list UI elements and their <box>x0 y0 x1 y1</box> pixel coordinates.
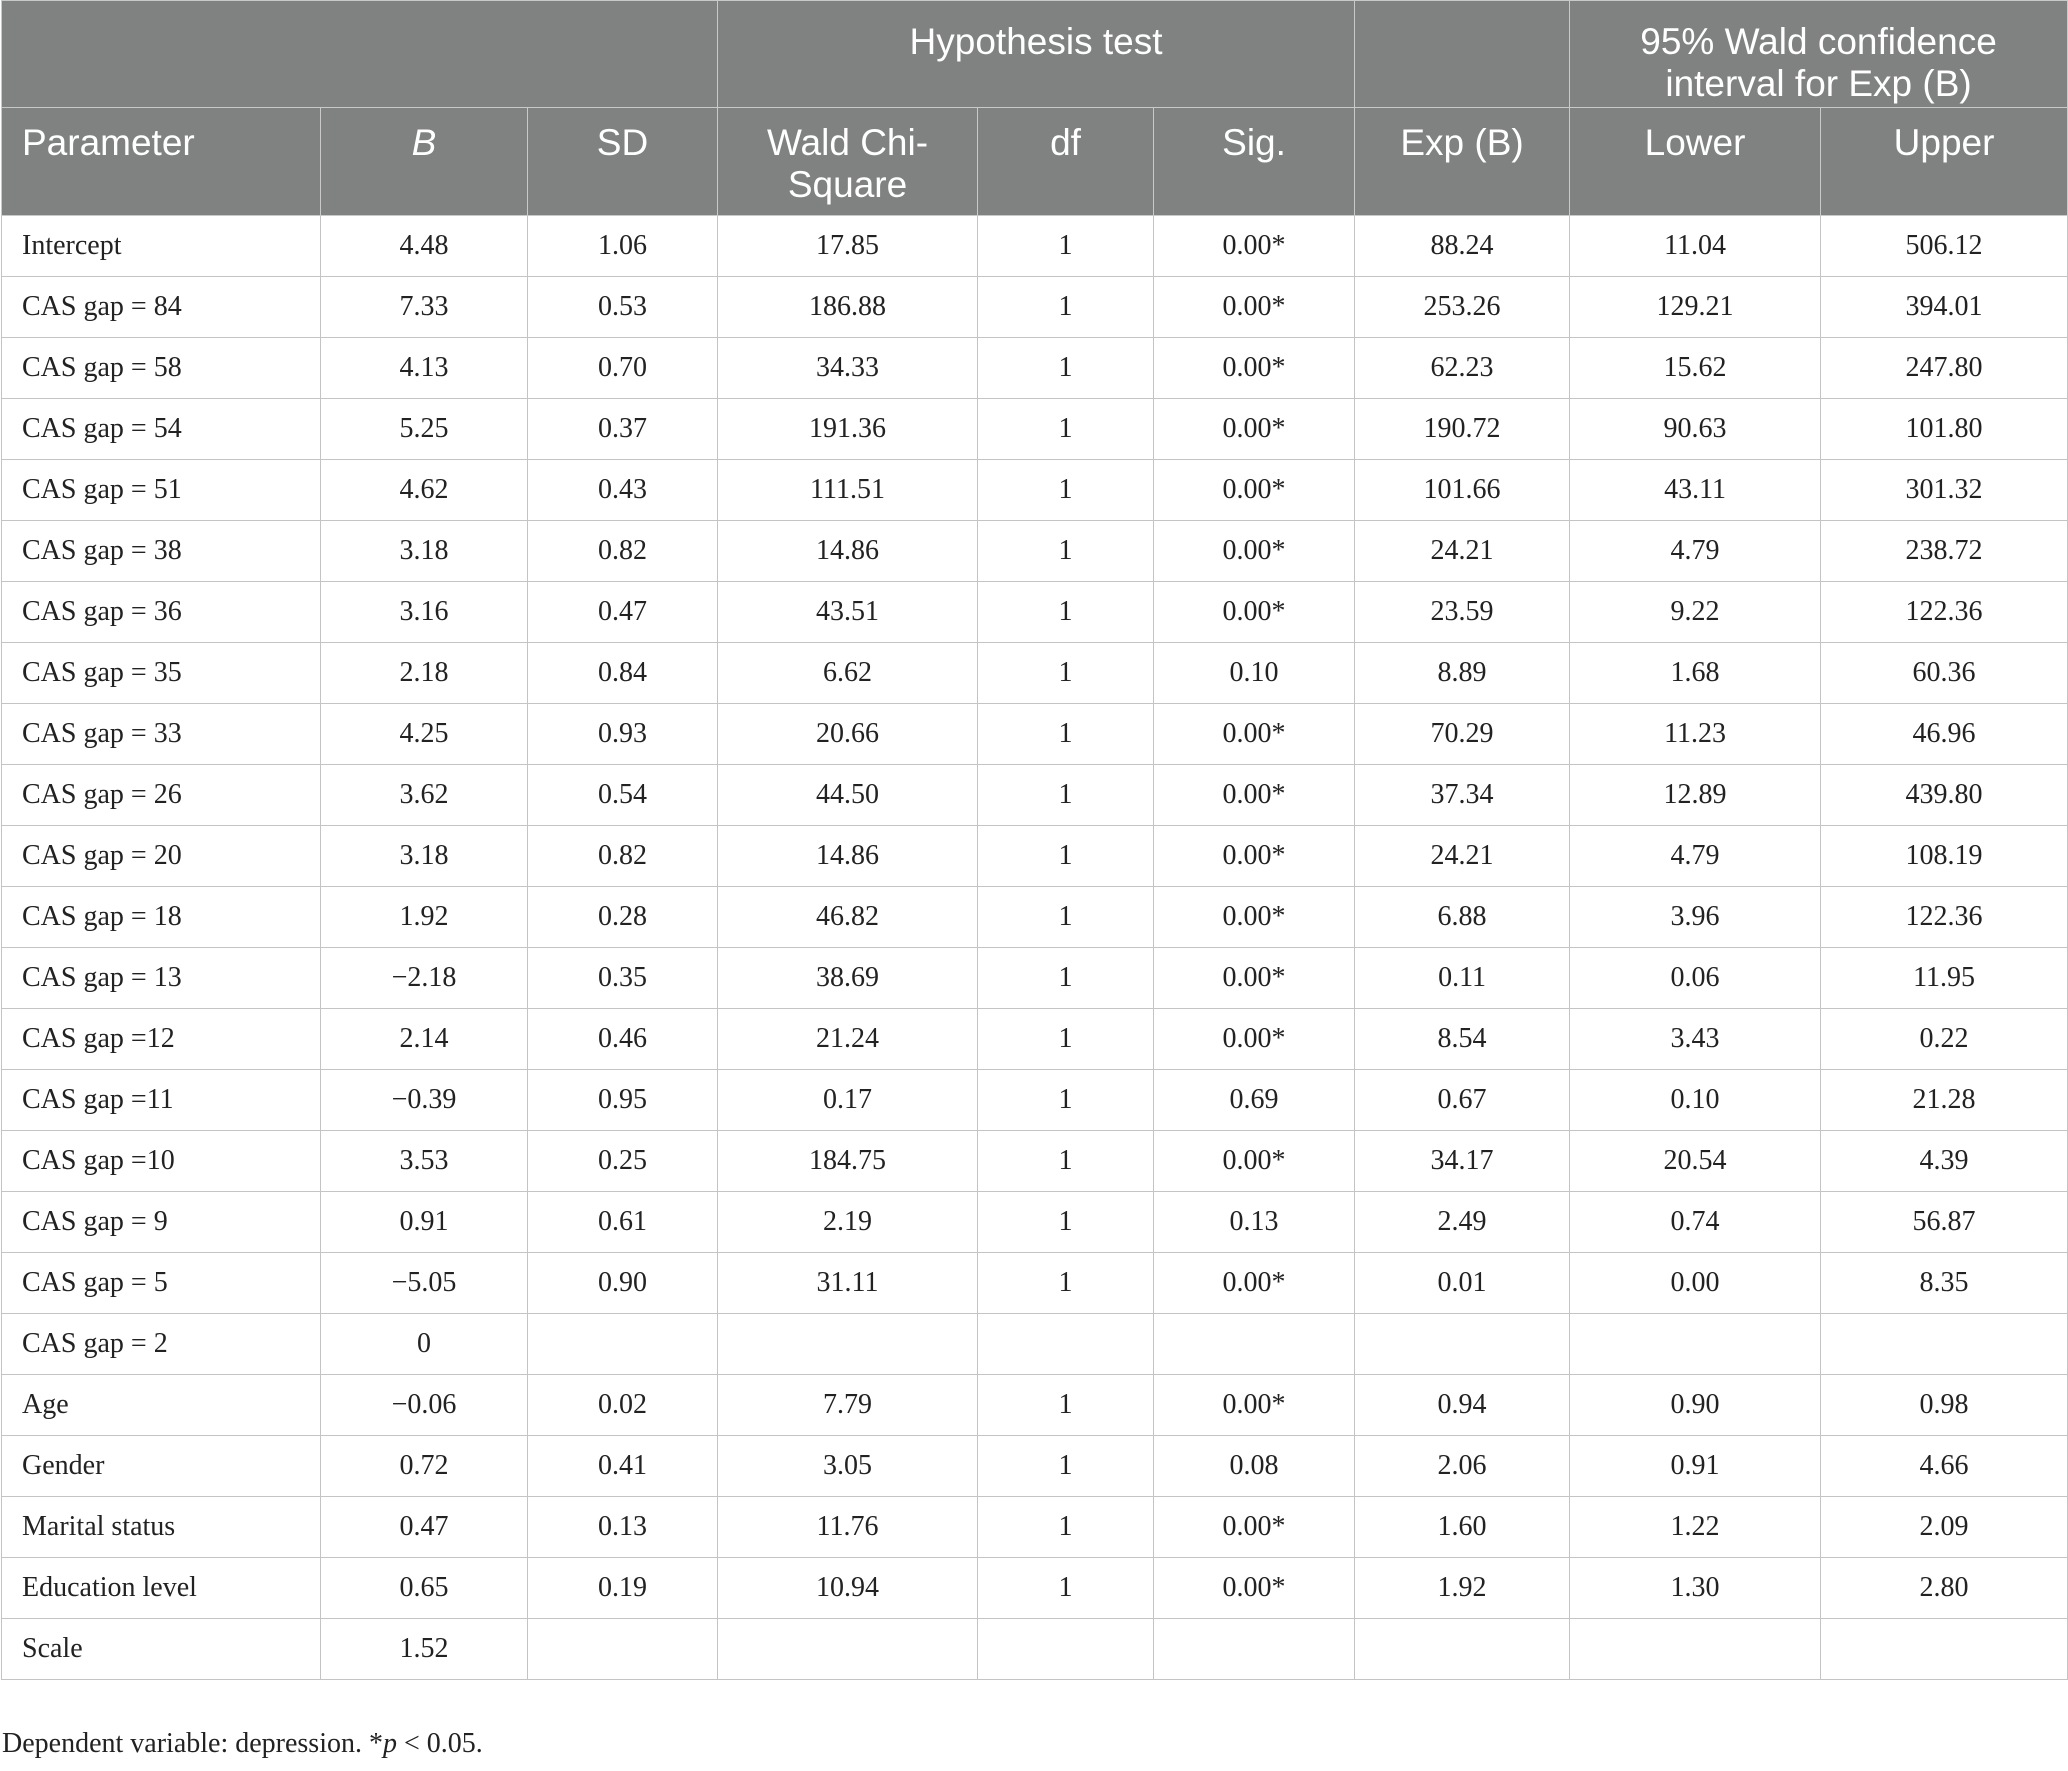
cell-df: 1 <box>978 1558 1154 1619</box>
cell-parameter: CAS gap = 20 <box>2 826 321 887</box>
cell-exp-b: 0.11 <box>1355 948 1570 1009</box>
cell-b: 0 <box>321 1314 528 1375</box>
cell-lower: 43.11 <box>1570 460 1821 521</box>
cell-sd <box>528 1314 718 1375</box>
cell-lower <box>1570 1619 1821 1680</box>
cell-sd: 0.70 <box>528 338 718 399</box>
cell-parameter: Marital status <box>2 1497 321 1558</box>
cell-df: 1 <box>978 1375 1154 1436</box>
cell-parameter: CAS gap = 36 <box>2 582 321 643</box>
cell-sig: 0.00* <box>1154 1009 1355 1070</box>
cell-parameter: CAS gap = 18 <box>2 887 321 948</box>
cell-exp-b: 2.06 <box>1355 1436 1570 1497</box>
cell-sig: 0.69 <box>1154 1070 1355 1131</box>
cell-sig: 0.00* <box>1154 582 1355 643</box>
cell-sig: 0.13 <box>1154 1192 1355 1253</box>
table-row <box>2 1192 2068 1253</box>
cell-wald-chi-square: 20.66 <box>718 704 978 765</box>
cell-sd: 0.43 <box>528 460 718 521</box>
cell-df <box>978 1314 1154 1375</box>
cell-exp-b: 70.29 <box>1355 704 1570 765</box>
cell-upper: 101.80 <box>1821 399 2068 460</box>
cell-b: 4.62 <box>321 460 528 521</box>
cell-df: 1 <box>978 1436 1154 1497</box>
cell-exp-b: 37.34 <box>1355 765 1570 826</box>
cell-wald-chi-square <box>718 1619 978 1680</box>
cell-sig <box>1154 1619 1355 1680</box>
cell-sd: 0.28 <box>528 887 718 948</box>
cell-exp-b: 8.54 <box>1355 1009 1570 1070</box>
cell-sd: 0.19 <box>528 1558 718 1619</box>
cell-df: 1 <box>978 338 1154 399</box>
table-footnote <box>2 1728 483 1760</box>
cell-df: 1 <box>978 704 1154 765</box>
cell-b: −5.05 <box>321 1253 528 1314</box>
cell-lower <box>1570 1314 1821 1375</box>
cell-parameter: Scale <box>2 1619 321 1680</box>
cell-b: 4.13 <box>321 338 528 399</box>
cell-sig: 0.10 <box>1154 643 1355 704</box>
table-row <box>2 826 2068 887</box>
cell-upper: 8.35 <box>1821 1253 2068 1314</box>
table-row <box>2 582 2068 643</box>
col-header-b: B <box>321 108 528 216</box>
cell-sd: 0.53 <box>528 277 718 338</box>
cell-wald-chi-square: 7.79 <box>718 1375 978 1436</box>
cell-wald-chi-square: 14.86 <box>718 521 978 582</box>
cell-sd: 0.47 <box>528 582 718 643</box>
cell-parameter: CAS gap =10 <box>2 1131 321 1192</box>
table-row <box>2 1497 2068 1558</box>
cell-upper: 60.36 <box>1821 643 2068 704</box>
cell-b: 0.91 <box>321 1192 528 1253</box>
cell-wald-chi-square: 186.88 <box>718 277 978 338</box>
table-row <box>2 1009 2068 1070</box>
regression-table <box>1 0 2068 1680</box>
cell-exp-b: 0.01 <box>1355 1253 1570 1314</box>
cell-sd: 0.82 <box>528 826 718 887</box>
cell-b: 3.16 <box>321 582 528 643</box>
col-header-parameter: Parameter <box>2 108 321 216</box>
cell-exp-b: 88.24 <box>1355 216 1570 277</box>
cell-wald-chi-square <box>718 1314 978 1375</box>
cell-upper: 2.80 <box>1821 1558 2068 1619</box>
cell-upper: 394.01 <box>1821 277 2068 338</box>
table-row <box>2 338 2068 399</box>
cell-sig: 0.00* <box>1154 338 1355 399</box>
cell-wald-chi-square: 191.36 <box>718 399 978 460</box>
cell-upper: 4.66 <box>1821 1436 2068 1497</box>
cell-lower: 11.23 <box>1570 704 1821 765</box>
cell-lower: 12.89 <box>1570 765 1821 826</box>
cell-exp-b: 101.66 <box>1355 460 1570 521</box>
cell-parameter: CAS gap = 26 <box>2 765 321 826</box>
col-header-lower: Lower <box>1570 108 1821 216</box>
cell-sd: 0.93 <box>528 704 718 765</box>
cell-upper: 56.87 <box>1821 1192 2068 1253</box>
cell-b: 0.47 <box>321 1497 528 1558</box>
cell-parameter: CAS gap = 84 <box>2 277 321 338</box>
col-header-df: df <box>978 108 1154 216</box>
cell-upper: 247.80 <box>1821 338 2068 399</box>
cell-upper: 122.36 <box>1821 887 2068 948</box>
cell-wald-chi-square: 38.69 <box>718 948 978 1009</box>
cell-upper: 506.12 <box>1821 216 2068 277</box>
table-row <box>2 1314 2068 1375</box>
cell-sig: 0.00* <box>1154 216 1355 277</box>
cell-lower: 11.04 <box>1570 216 1821 277</box>
cell-sig: 0.00* <box>1154 704 1355 765</box>
cell-sd: 0.90 <box>528 1253 718 1314</box>
cell-b: 4.48 <box>321 216 528 277</box>
cell-b: 4.25 <box>321 704 528 765</box>
group-header-blank-exp <box>1355 1 1570 108</box>
cell-exp-b: 1.92 <box>1355 1558 1570 1619</box>
cell-wald-chi-square: 0.17 <box>718 1070 978 1131</box>
cell-exp-b: 1.60 <box>1355 1497 1570 1558</box>
cell-sd: 0.02 <box>528 1375 718 1436</box>
cell-sig <box>1154 1314 1355 1375</box>
cell-wald-chi-square: 11.76 <box>718 1497 978 1558</box>
cell-upper: 108.19 <box>1821 826 2068 887</box>
cell-exp-b <box>1355 1314 1570 1375</box>
col-header-sig: Sig. <box>1154 108 1355 216</box>
cell-upper: 301.32 <box>1821 460 2068 521</box>
cell-df: 1 <box>978 1070 1154 1131</box>
cell-df: 1 <box>978 1009 1154 1070</box>
table-row <box>2 1131 2068 1192</box>
cell-parameter: CAS gap = 5 <box>2 1253 321 1314</box>
cell-parameter: CAS gap = 35 <box>2 643 321 704</box>
cell-df: 1 <box>978 277 1154 338</box>
cell-exp-b: 34.17 <box>1355 1131 1570 1192</box>
col-header-sd: SD <box>528 108 718 216</box>
cell-df: 1 <box>978 460 1154 521</box>
footnote-p-symbol: p <box>382 1728 397 1759</box>
table-row <box>2 1436 2068 1497</box>
cell-sig: 0.00* <box>1154 460 1355 521</box>
cell-exp-b: 0.67 <box>1355 1070 1570 1131</box>
table-row <box>2 1619 2068 1680</box>
cell-parameter: CAS gap = 2 <box>2 1314 321 1375</box>
cell-sd: 0.61 <box>528 1192 718 1253</box>
cell-parameter: CAS gap = 13 <box>2 948 321 1009</box>
cell-exp-b: 23.59 <box>1355 582 1570 643</box>
table-row <box>2 948 2068 1009</box>
cell-df: 1 <box>978 643 1154 704</box>
cell-df: 1 <box>978 582 1154 643</box>
cell-wald-chi-square: 43.51 <box>718 582 978 643</box>
cell-b: 2.18 <box>321 643 528 704</box>
cell-lower: 129.21 <box>1570 277 1821 338</box>
cell-b: 3.53 <box>321 1131 528 1192</box>
cell-upper: 46.96 <box>1821 704 2068 765</box>
table-row <box>2 521 2068 582</box>
cell-df: 1 <box>978 216 1154 277</box>
table-row <box>2 643 2068 704</box>
table-row <box>2 277 2068 338</box>
cell-exp-b: 8.89 <box>1355 643 1570 704</box>
cell-sd: 0.84 <box>528 643 718 704</box>
col-header-wald-chi-square: Wald Chi-Square <box>718 108 978 216</box>
cell-parameter: Age <box>2 1375 321 1436</box>
cell-parameter: CAS gap = 51 <box>2 460 321 521</box>
cell-df: 1 <box>978 1131 1154 1192</box>
cell-parameter: CAS gap = 54 <box>2 399 321 460</box>
cell-wald-chi-square: 46.82 <box>718 887 978 948</box>
cell-df: 1 <box>978 1497 1154 1558</box>
cell-df: 1 <box>978 887 1154 948</box>
cell-b: 3.62 <box>321 765 528 826</box>
cell-parameter: Intercept <box>2 216 321 277</box>
cell-wald-chi-square: 2.19 <box>718 1192 978 1253</box>
footnote-prefix: Dependent variable: depression. * <box>2 1728 383 1759</box>
cell-lower: 3.96 <box>1570 887 1821 948</box>
cell-upper: 0.98 <box>1821 1375 2068 1436</box>
cell-sig: 0.00* <box>1154 1558 1355 1619</box>
cell-parameter: CAS gap = 38 <box>2 521 321 582</box>
cell-sd: 0.41 <box>528 1436 718 1497</box>
cell-upper: 4.39 <box>1821 1131 2068 1192</box>
cell-wald-chi-square: 10.94 <box>718 1558 978 1619</box>
cell-wald-chi-square: 21.24 <box>718 1009 978 1070</box>
cell-parameter: CAS gap =11 <box>2 1070 321 1131</box>
cell-b: 5.25 <box>321 399 528 460</box>
cell-sd: 0.35 <box>528 948 718 1009</box>
cell-exp-b <box>1355 1619 1570 1680</box>
table-row <box>2 1558 2068 1619</box>
cell-b: 7.33 <box>321 277 528 338</box>
cell-exp-b: 2.49 <box>1355 1192 1570 1253</box>
cell-sig: 0.00* <box>1154 887 1355 948</box>
cell-exp-b: 24.21 <box>1355 521 1570 582</box>
cell-lower: 0.00 <box>1570 1253 1821 1314</box>
cell-exp-b: 0.94 <box>1355 1375 1570 1436</box>
cell-exp-b: 6.88 <box>1355 887 1570 948</box>
cell-wald-chi-square: 14.86 <box>718 826 978 887</box>
cell-b: −2.18 <box>321 948 528 1009</box>
cell-sd: 1.06 <box>528 216 718 277</box>
cell-sig: 0.00* <box>1154 948 1355 1009</box>
cell-df <box>978 1619 1154 1680</box>
cell-df: 1 <box>978 765 1154 826</box>
cell-lower: 90.63 <box>1570 399 1821 460</box>
group-header-hypothesis-test: Hypothesis test <box>718 1 1355 108</box>
table-row <box>2 399 2068 460</box>
col-header-exp-b: Exp (B) <box>1355 108 1570 216</box>
cell-lower: 0.06 <box>1570 948 1821 1009</box>
cell-upper <box>1821 1619 2068 1680</box>
cell-lower: 0.91 <box>1570 1436 1821 1497</box>
cell-sd: 0.95 <box>528 1070 718 1131</box>
cell-parameter: Education level <box>2 1558 321 1619</box>
cell-b: 1.92 <box>321 887 528 948</box>
group-header-confidence-interval: 95% Wald confidence interval for Exp (B) <box>1570 1 2068 108</box>
table-row <box>2 216 2068 277</box>
cell-sig: 0.00* <box>1154 765 1355 826</box>
cell-wald-chi-square: 34.33 <box>718 338 978 399</box>
cell-df: 1 <box>978 1192 1154 1253</box>
cell-sd: 0.54 <box>528 765 718 826</box>
cell-wald-chi-square: 184.75 <box>718 1131 978 1192</box>
cell-lower: 1.68 <box>1570 643 1821 704</box>
cell-df: 1 <box>978 521 1154 582</box>
cell-upper: 439.80 <box>1821 765 2068 826</box>
table-row <box>2 460 2068 521</box>
cell-lower: 4.79 <box>1570 826 1821 887</box>
cell-sig: 0.00* <box>1154 277 1355 338</box>
cell-exp-b: 62.23 <box>1355 338 1570 399</box>
table-row <box>2 765 2068 826</box>
cell-sd <box>528 1619 718 1680</box>
cell-b: 0.65 <box>321 1558 528 1619</box>
cell-sig: 0.00* <box>1154 1497 1355 1558</box>
cell-lower: 0.10 <box>1570 1070 1821 1131</box>
cell-sd: 0.37 <box>528 399 718 460</box>
cell-parameter: CAS gap = 9 <box>2 1192 321 1253</box>
cell-sig: 0.00* <box>1154 521 1355 582</box>
cell-wald-chi-square: 111.51 <box>718 460 978 521</box>
cell-wald-chi-square: 31.11 <box>718 1253 978 1314</box>
cell-sd: 0.82 <box>528 521 718 582</box>
cell-lower: 1.22 <box>1570 1497 1821 1558</box>
cell-upper: 122.36 <box>1821 582 2068 643</box>
cell-wald-chi-square: 17.85 <box>718 216 978 277</box>
cell-lower: 15.62 <box>1570 338 1821 399</box>
table-row <box>2 704 2068 765</box>
cell-upper: 0.22 <box>1821 1009 2068 1070</box>
cell-sig: 0.00* <box>1154 826 1355 887</box>
cell-b: −0.06 <box>321 1375 528 1436</box>
cell-b: 3.18 <box>321 521 528 582</box>
cell-lower: 1.30 <box>1570 1558 1821 1619</box>
cell-wald-chi-square: 44.50 <box>718 765 978 826</box>
cell-df: 1 <box>978 1253 1154 1314</box>
cell-sig: 0.08 <box>1154 1436 1355 1497</box>
cell-sig: 0.00* <box>1154 399 1355 460</box>
cell-lower: 9.22 <box>1570 582 1821 643</box>
cell-wald-chi-square: 6.62 <box>718 643 978 704</box>
cell-sd: 0.25 <box>528 1131 718 1192</box>
cell-upper: 2.09 <box>1821 1497 2068 1558</box>
cell-upper: 21.28 <box>1821 1070 2068 1131</box>
cell-upper: 11.95 <box>1821 948 2068 1009</box>
table-row <box>2 887 2068 948</box>
cell-df: 1 <box>978 948 1154 1009</box>
column-header-row <box>2 108 2068 216</box>
cell-exp-b: 253.26 <box>1355 277 1570 338</box>
cell-lower: 3.43 <box>1570 1009 1821 1070</box>
cell-parameter: CAS gap = 33 <box>2 704 321 765</box>
cell-upper: 238.72 <box>1821 521 2068 582</box>
cell-df: 1 <box>978 399 1154 460</box>
footnote-suffix: < 0.05. <box>396 1728 483 1759</box>
cell-sig: 0.00* <box>1154 1375 1355 1436</box>
cell-lower: 0.90 <box>1570 1375 1821 1436</box>
cell-parameter: Gender <box>2 1436 321 1497</box>
cell-lower: 0.74 <box>1570 1192 1821 1253</box>
cell-lower: 4.79 <box>1570 521 1821 582</box>
cell-b: 0.72 <box>321 1436 528 1497</box>
table-body <box>2 216 2068 1680</box>
cell-exp-b: 24.21 <box>1355 826 1570 887</box>
cell-sig: 0.00* <box>1154 1253 1355 1314</box>
cell-lower: 20.54 <box>1570 1131 1821 1192</box>
table-row <box>2 1375 2068 1436</box>
cell-df: 1 <box>978 826 1154 887</box>
cell-exp-b: 190.72 <box>1355 399 1570 460</box>
group-header-blank <box>2 1 718 108</box>
group-header-row <box>2 1 2068 108</box>
table-row <box>2 1253 2068 1314</box>
cell-wald-chi-square: 3.05 <box>718 1436 978 1497</box>
cell-sd: 0.46 <box>528 1009 718 1070</box>
table-row <box>2 1070 2068 1131</box>
cell-b: 3.18 <box>321 826 528 887</box>
cell-parameter: CAS gap =12 <box>2 1009 321 1070</box>
cell-b: 1.52 <box>321 1619 528 1680</box>
cell-upper <box>1821 1314 2068 1375</box>
cell-parameter: CAS gap = 58 <box>2 338 321 399</box>
cell-sig: 0.00* <box>1154 1131 1355 1192</box>
cell-sd: 0.13 <box>528 1497 718 1558</box>
cell-b: 2.14 <box>321 1009 528 1070</box>
cell-b: −0.39 <box>321 1070 528 1131</box>
col-header-upper: Upper <box>1821 108 2068 216</box>
